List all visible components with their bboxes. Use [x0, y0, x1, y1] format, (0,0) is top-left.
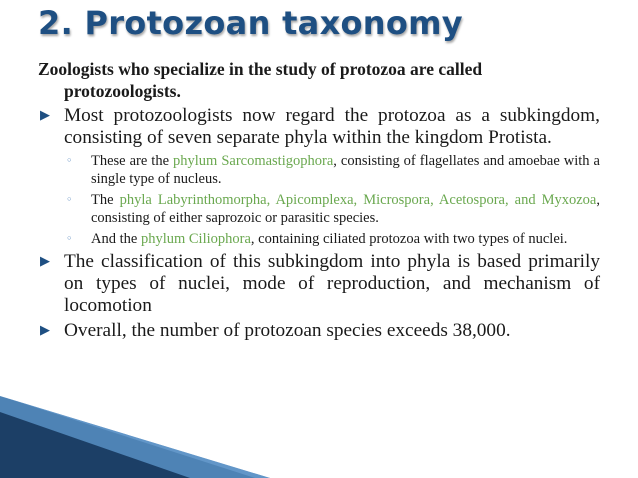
decor-swoosh-dark	[0, 412, 190, 478]
bullet-text: The classification of this subkingdom into phyla is based primarily on types of nuclei, mode of reproduction, and mechanism of locomotion	[64, 251, 600, 316]
decor-swoosh-highlight	[0, 396, 270, 478]
sub-bullet-pre: The	[91, 192, 120, 208]
triangle-right-icon: ▶	[40, 254, 50, 269]
intro-line-1: Zoologists who specialize in the study of protozoa are called	[38, 59, 483, 79]
bullet-text: Overall, the number of protozoan species exceeds 38,000.	[64, 320, 511, 341]
sub-bullet-item	[38, 152, 600, 188]
sub-bullet-post: , consisting of flagellates and amoebae with a single type of nucleus.	[91, 153, 600, 187]
bullet-item	[38, 251, 600, 317]
sub-bullet-highlight: phyla Labyrinthomorpha, Apicomplexa, Microspora, Acetospora, and Myxozoa	[119, 192, 597, 208]
bullet-item	[38, 320, 600, 342]
sub-bullet-highlight: phylum Sarcomastigophora	[173, 153, 334, 169]
sub-bullet-highlight: phylum Ciliophora	[140, 231, 251, 247]
triangle-right-icon: ▶	[40, 323, 50, 338]
circle-outline-icon: ◦	[66, 154, 73, 167]
sub-bullet-post: , containing ciliated protozoa with two types of nuclei.	[250, 231, 568, 247]
bullet-item	[38, 105, 600, 149]
slide-title: 2. Protozoan taxonomy	[38, 4, 463, 42]
decor-swoosh-light	[0, 396, 270, 478]
sub-bullet-item	[38, 191, 600, 227]
circle-outline-icon: ◦	[66, 232, 73, 245]
circle-outline-icon: ◦	[66, 193, 73, 206]
intro-paragraph	[38, 58, 600, 102]
bullet-text: Most protozoologists now regard the protozoa as a subkingdom, consisting of seven separate phyla within the kingdom Protista.	[64, 105, 600, 148]
triangle-right-icon: ▶	[40, 108, 50, 123]
intro-line-2: protozoologists.	[64, 81, 181, 101]
sub-bullet-pre: And the	[91, 231, 141, 247]
sub-bullet-pre: These are the	[91, 153, 174, 169]
sub-bullet-post: , consisting of either saprozoic or parasitic species.	[91, 192, 600, 226]
slide-body	[38, 58, 600, 342]
sub-bullet-item	[38, 230, 600, 248]
